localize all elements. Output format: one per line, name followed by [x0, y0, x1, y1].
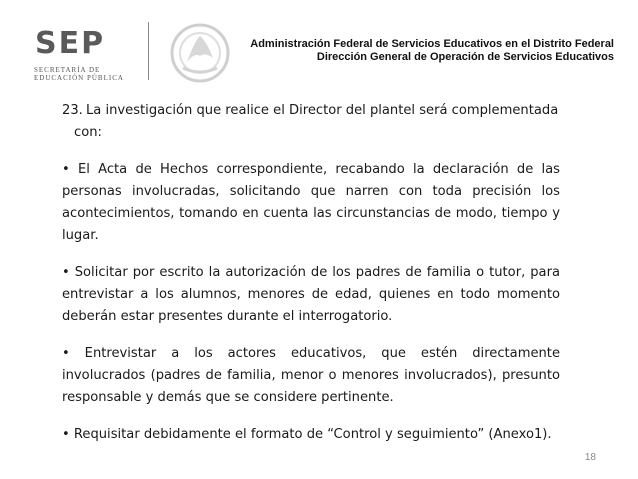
bullet-3: • Entrevistar a los actores educativos, que estén directamente involucrados (padres de familia, menor o menores involucrados), presunto responsable y demás que se considere pertinente. [62, 346, 560, 405]
page-number: 18 [584, 452, 596, 463]
logo-divider [148, 22, 149, 80]
slide-content [62, 100, 560, 446]
header-titles [194, 38, 614, 64]
sep-subtitle-2: EDUCACIÓN PÚBLICA [34, 74, 124, 82]
item-text-b: con: [74, 125, 102, 140]
header-title-line2: Dirección General de Operación de Servicios Educativos [316, 51, 614, 63]
item-text-a: La investigación que realice el Director del plantel será complementada [86, 103, 559, 118]
sep-subtitle-1: SECRETARÍA DE [34, 66, 101, 74]
bullet-2: • Solicitar por escrito la autorización de los padres de familia o tutor, para entrevistar a los alumnos, menores de edad, quienes en todo momento deberán estar presentes durante el interrogatorio. [62, 265, 560, 324]
bullet-4: • Requisitar debidamente el formato de “Control y seguimiento” (Anexo1). [62, 427, 552, 442]
bullet-1: • El Acta de Hechos correspondiente, recabando la declaración de las personas involucradas, solicitando que narren con toda precisión los acontecimientos, tomando en cuenta las circunstancias de modo, tiempo y lugar. [62, 162, 560, 243]
item-heading [62, 100, 560, 144]
header-title-line1: Administración Federal de Servicios Educativos en el Distrito Federal [250, 38, 614, 50]
sep-wordmark: SEP [35, 26, 106, 61]
item-number: 23. [62, 103, 83, 118]
